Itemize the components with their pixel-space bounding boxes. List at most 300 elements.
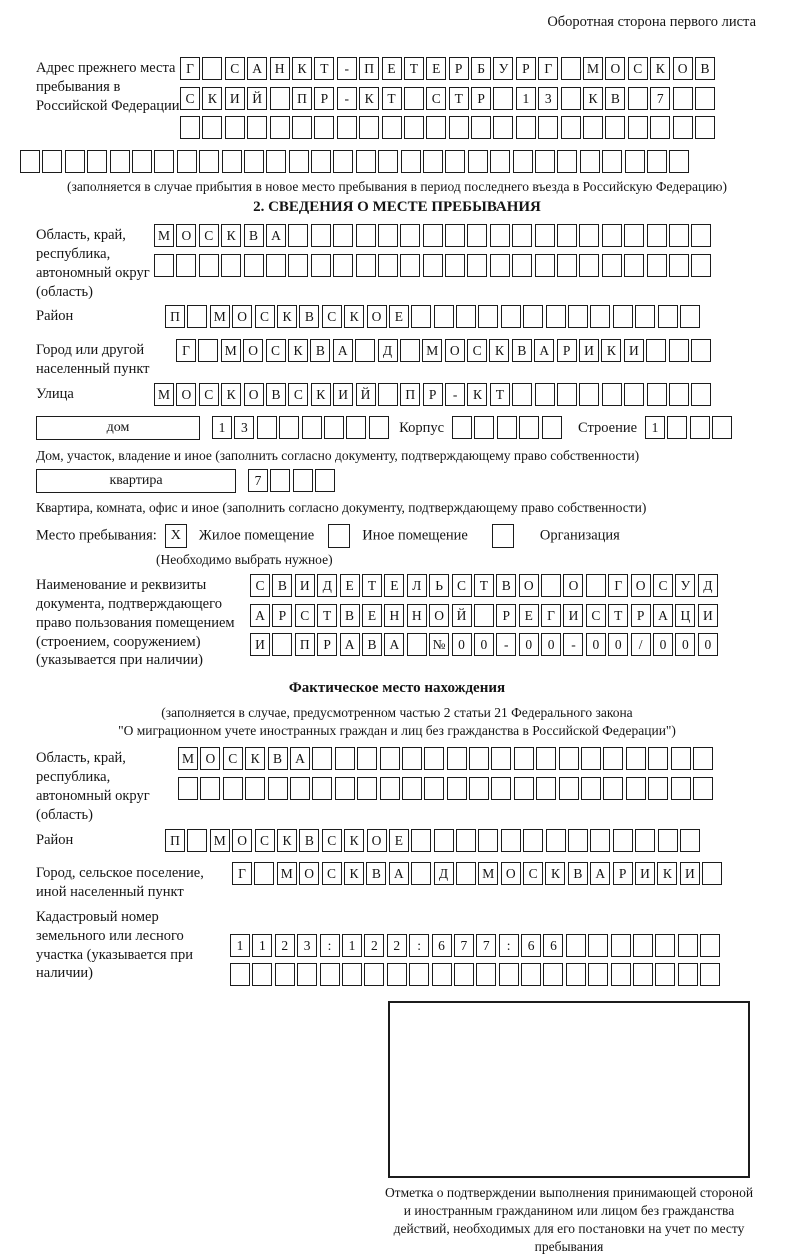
char-cell xyxy=(635,305,655,328)
char-cell xyxy=(678,963,698,986)
char-cell xyxy=(364,963,384,986)
char-cell: Т xyxy=(317,604,337,627)
char-cell: Р xyxy=(423,383,443,406)
char-cell: М xyxy=(154,383,174,406)
char-cell: Р xyxy=(557,339,577,362)
char-cell: И xyxy=(333,383,353,406)
checkbox-organizatsiya xyxy=(492,524,514,548)
char-cell: В xyxy=(362,633,382,656)
char-cell xyxy=(611,963,631,986)
char-cell xyxy=(257,416,277,439)
char-cell xyxy=(602,150,622,173)
char-cell xyxy=(605,116,625,139)
char-cell xyxy=(290,777,310,800)
char-cell xyxy=(311,150,331,173)
char-cell: : xyxy=(320,934,340,957)
char-cell xyxy=(275,963,295,986)
char-cell xyxy=(568,305,588,328)
char-cell xyxy=(626,747,646,770)
char-cell: О xyxy=(244,383,264,406)
char-cell xyxy=(382,116,402,139)
char-cell: А xyxy=(653,604,673,627)
char-cell xyxy=(568,829,588,852)
char-cell xyxy=(288,224,308,247)
char-cell xyxy=(499,963,519,986)
char-cell: П xyxy=(400,383,420,406)
char-cell xyxy=(225,116,245,139)
char-cell xyxy=(65,150,85,173)
char-cell: К xyxy=(344,829,364,852)
char-cell: Н xyxy=(270,57,290,80)
field-label: Улица xyxy=(36,385,74,402)
char-cell xyxy=(561,116,581,139)
char-cell xyxy=(690,416,710,439)
char-cell: С xyxy=(295,604,315,627)
char-cell: П xyxy=(359,57,379,80)
cell-row xyxy=(176,339,713,363)
char-cell: П xyxy=(292,87,312,110)
char-cell xyxy=(178,777,198,800)
char-cell: В xyxy=(366,862,386,885)
char-cell xyxy=(542,416,562,439)
char-cell xyxy=(378,254,398,277)
char-cell: 2 xyxy=(387,934,407,957)
char-cell: В xyxy=(496,574,516,597)
char-cell xyxy=(315,469,335,492)
char-cell xyxy=(423,254,443,277)
char-cell xyxy=(355,339,375,362)
char-cell: 6 xyxy=(543,934,563,957)
char-cell: 7 xyxy=(454,934,474,957)
char-cell xyxy=(467,224,487,247)
field-gorod xyxy=(36,339,758,379)
char-cell: И xyxy=(680,862,700,885)
field-label: Область, край, республика, автономный округ (область) xyxy=(36,750,150,823)
char-cell xyxy=(514,747,534,770)
char-cell xyxy=(523,305,543,328)
char-cell xyxy=(536,747,556,770)
field-oblast-actual xyxy=(36,747,758,824)
char-cell: О xyxy=(243,339,263,362)
char-cell xyxy=(200,777,220,800)
char-cell: Н xyxy=(384,604,404,627)
char-cell xyxy=(691,254,711,277)
char-cell: 6 xyxy=(432,934,452,957)
char-cell xyxy=(543,963,563,986)
char-cell: У xyxy=(675,574,695,597)
field-label: Район xyxy=(36,308,74,325)
char-cell: Т xyxy=(314,57,334,80)
char-cell: 0 xyxy=(653,633,673,656)
char-cell xyxy=(154,254,174,277)
char-cell xyxy=(588,963,608,986)
char-cell xyxy=(335,747,355,770)
char-cell xyxy=(268,777,288,800)
char-cell: К xyxy=(657,862,677,885)
char-cell xyxy=(320,963,340,986)
char-cell: Е xyxy=(389,829,409,852)
cell-row xyxy=(212,416,391,440)
char-cell xyxy=(324,416,344,439)
field-label: Город, сельское поселение, иной населенный пункт xyxy=(36,865,204,900)
char-cell xyxy=(546,305,566,328)
cell-row xyxy=(180,87,717,111)
char-cell xyxy=(292,116,312,139)
char-cell: И xyxy=(225,87,245,110)
char-cell xyxy=(497,416,517,439)
char-cell xyxy=(424,777,444,800)
char-cell xyxy=(176,254,196,277)
char-cell: № xyxy=(429,633,449,656)
char-cell: В xyxy=(268,747,288,770)
char-cell: О xyxy=(501,862,521,885)
char-cell xyxy=(288,254,308,277)
char-cell: 0 xyxy=(474,633,494,656)
char-cell xyxy=(655,963,675,986)
char-cell: Р xyxy=(272,604,292,627)
char-cell: 0 xyxy=(698,633,718,656)
char-cell: К xyxy=(359,87,379,110)
cell-row xyxy=(178,747,715,771)
char-cell: 7 xyxy=(248,469,268,492)
char-cell: Б xyxy=(471,57,491,80)
char-cell xyxy=(647,254,667,277)
char-cell: С xyxy=(225,57,245,80)
char-cell: Д xyxy=(378,339,398,362)
actual-location-title: Фактическое место нахождения xyxy=(288,680,506,697)
char-cell xyxy=(590,305,610,328)
char-cell: В xyxy=(266,383,286,406)
char-cell: В xyxy=(695,57,715,80)
cell-row xyxy=(230,963,723,987)
char-cell xyxy=(404,116,424,139)
char-cell: Г xyxy=(232,862,252,885)
char-cell xyxy=(177,150,197,173)
char-cell: 2 xyxy=(364,934,384,957)
char-cell xyxy=(646,339,666,362)
char-cell xyxy=(538,116,558,139)
char-cell xyxy=(613,829,633,852)
char-cell xyxy=(445,150,465,173)
field-oblast xyxy=(36,224,758,301)
char-cell xyxy=(613,305,633,328)
char-cell xyxy=(603,747,623,770)
char-cell xyxy=(579,254,599,277)
cell-row xyxy=(154,383,714,407)
char-cell xyxy=(586,574,606,597)
char-cell xyxy=(401,150,421,173)
char-cell xyxy=(628,87,648,110)
char-cell xyxy=(199,254,219,277)
char-cell xyxy=(400,339,420,362)
field-ulitsa xyxy=(36,383,758,413)
char-cell xyxy=(603,777,623,800)
char-cell xyxy=(514,777,534,800)
char-cell xyxy=(693,777,713,800)
char-cell xyxy=(579,383,599,406)
char-cell xyxy=(311,254,331,277)
char-cell: Е xyxy=(519,604,539,627)
char-cell xyxy=(476,963,496,986)
char-cell: А xyxy=(247,57,267,80)
char-cell xyxy=(557,224,577,247)
char-cell: О xyxy=(631,574,651,597)
char-cell xyxy=(680,829,700,852)
char-cell: И xyxy=(698,604,718,627)
char-cell xyxy=(266,254,286,277)
char-cell: Е xyxy=(362,604,382,627)
char-cell xyxy=(445,254,465,277)
char-cell: Й xyxy=(452,604,472,627)
checkbox-zhiloe: X xyxy=(165,524,187,548)
char-cell xyxy=(566,934,586,957)
char-cell xyxy=(244,150,264,173)
char-cell xyxy=(469,747,489,770)
char-cell: С xyxy=(255,829,275,852)
char-cell xyxy=(691,339,711,362)
char-cell xyxy=(700,963,720,986)
char-cell: Е xyxy=(389,305,409,328)
char-cell xyxy=(625,150,645,173)
char-cell xyxy=(691,383,711,406)
char-cell: П xyxy=(165,305,185,328)
char-cell: М xyxy=(583,57,603,80)
field-label: Район xyxy=(36,831,74,848)
char-cell xyxy=(423,150,443,173)
char-cell xyxy=(402,747,422,770)
char-cell xyxy=(521,963,541,986)
char-cell xyxy=(456,829,476,852)
char-cell: Д xyxy=(698,574,718,597)
cell-row xyxy=(232,862,725,886)
char-cell xyxy=(648,777,668,800)
char-cell xyxy=(588,934,608,957)
char-cell xyxy=(561,87,581,110)
char-cell: В xyxy=(310,339,330,362)
cell-row-full-width xyxy=(20,150,758,174)
char-cell xyxy=(493,87,513,110)
char-cell: С xyxy=(250,574,270,597)
char-cell: Е xyxy=(340,574,360,597)
char-cell xyxy=(333,224,353,247)
char-cell: 1 xyxy=(230,934,250,957)
char-cell: У xyxy=(493,57,513,80)
char-cell xyxy=(378,383,398,406)
char-cell: - xyxy=(496,633,516,656)
char-cell: Р xyxy=(314,87,334,110)
char-cell: Т xyxy=(449,87,469,110)
field-label: Наименование и реквизиты документа, подтверждающего право пользования помещением (строением, сооружением) (указывается при наличии) xyxy=(36,577,235,669)
char-cell: Г xyxy=(180,57,200,80)
char-cell xyxy=(648,747,668,770)
char-cell xyxy=(337,116,357,139)
char-cell: Г xyxy=(541,604,561,627)
char-cell xyxy=(434,305,454,328)
char-cell xyxy=(693,747,713,770)
char-cell: К xyxy=(467,383,487,406)
char-cell xyxy=(535,254,555,277)
field-label: Кадастровый номер земельного или лесного участка (указывается при наличии) xyxy=(36,908,193,982)
char-cell: В xyxy=(512,339,532,362)
cell-row xyxy=(180,116,717,140)
char-cell xyxy=(87,150,107,173)
char-cell xyxy=(198,339,218,362)
char-cell xyxy=(333,150,353,173)
char-cell: К xyxy=(221,224,241,247)
char-cell: С xyxy=(255,305,275,328)
char-cell: Г xyxy=(608,574,628,597)
char-cell xyxy=(490,224,510,247)
char-cell xyxy=(541,574,561,597)
char-cell: И xyxy=(295,574,315,597)
char-cell xyxy=(456,862,476,885)
char-cell xyxy=(346,416,366,439)
char-cell xyxy=(411,862,431,885)
char-cell: О xyxy=(200,747,220,770)
char-cell xyxy=(678,934,698,957)
char-cell: О xyxy=(232,305,252,328)
dom-caption: Дом, участок, владение и иное (заполнить согласно документу, подтверждающему право собственности) xyxy=(36,447,640,463)
char-cell xyxy=(426,116,446,139)
char-cell: Т xyxy=(474,574,494,597)
char-cell: К xyxy=(545,862,565,885)
char-cell xyxy=(490,150,510,173)
char-cell xyxy=(402,777,422,800)
char-cell: И xyxy=(624,339,644,362)
char-cell: Е xyxy=(384,574,404,597)
char-cell xyxy=(602,224,622,247)
char-cell: А xyxy=(534,339,554,362)
field-label: Город или другой населенный пункт xyxy=(36,341,150,377)
char-cell xyxy=(557,383,577,406)
char-cell: 7 xyxy=(476,934,496,957)
char-cell xyxy=(400,254,420,277)
char-cell: К xyxy=(277,829,297,852)
mesto-label: Место пребывания: xyxy=(36,527,157,544)
char-cell: 7 xyxy=(650,87,670,110)
char-cell xyxy=(180,116,200,139)
char-cell: 0 xyxy=(519,633,539,656)
char-cell: С xyxy=(628,57,648,80)
char-cell xyxy=(474,416,494,439)
cell-row xyxy=(165,305,702,329)
char-cell: А xyxy=(266,224,286,247)
char-cell xyxy=(449,116,469,139)
char-cell xyxy=(380,747,400,770)
char-cell: - xyxy=(563,633,583,656)
char-cell: С xyxy=(199,383,219,406)
char-cell xyxy=(650,116,670,139)
char-cell xyxy=(581,777,601,800)
char-cell xyxy=(535,383,555,406)
char-cell: В xyxy=(299,305,319,328)
field-kadastr xyxy=(36,906,758,993)
dom-box: дом xyxy=(36,416,200,440)
char-cell xyxy=(712,416,732,439)
char-cell xyxy=(20,150,40,173)
char-cell: В xyxy=(605,87,625,110)
char-cell xyxy=(270,87,290,110)
char-cell: И xyxy=(250,633,270,656)
char-cell: С xyxy=(586,604,606,627)
char-cell xyxy=(434,829,454,852)
char-cell xyxy=(42,150,62,173)
char-cell xyxy=(312,777,332,800)
char-cell: С xyxy=(523,862,543,885)
char-cell xyxy=(491,777,511,800)
kvartira-box: квартира xyxy=(36,469,236,493)
char-cell xyxy=(423,224,443,247)
char-cell: И xyxy=(635,862,655,885)
char-cell xyxy=(655,934,675,957)
char-cell xyxy=(359,116,379,139)
char-cell: Е xyxy=(382,57,402,80)
char-cell xyxy=(647,224,667,247)
char-cell: Н xyxy=(407,604,427,627)
char-cell: 3 xyxy=(297,934,317,957)
char-cell: Ц xyxy=(675,604,695,627)
char-cell xyxy=(580,150,600,173)
char-cell: 1 xyxy=(645,416,665,439)
field-title-document xyxy=(36,574,758,670)
char-cell: М xyxy=(478,862,498,885)
char-cell xyxy=(626,777,646,800)
char-cell xyxy=(633,963,653,986)
char-cell: А xyxy=(250,604,270,627)
char-cell: К xyxy=(489,339,509,362)
char-cell: 0 xyxy=(586,633,606,656)
char-cell xyxy=(583,116,603,139)
char-cell xyxy=(289,150,309,173)
char-cell: Г xyxy=(538,57,558,80)
mesto-note: (Необходимо выбрать нужное) xyxy=(156,552,333,568)
char-cell xyxy=(254,862,274,885)
char-cell: 0 xyxy=(541,633,561,656)
char-cell xyxy=(314,116,334,139)
char-cell xyxy=(624,254,644,277)
char-cell: : xyxy=(409,934,429,957)
char-cell xyxy=(335,777,355,800)
char-cell: Т xyxy=(490,383,510,406)
field-gorod-actual xyxy=(36,862,758,902)
char-cell xyxy=(669,224,689,247)
char-cell: 3 xyxy=(538,87,558,110)
char-cell: Р xyxy=(317,633,337,656)
char-cell xyxy=(252,963,272,986)
char-cell xyxy=(561,57,581,80)
char-cell: А xyxy=(333,339,353,362)
char-cell: - xyxy=(337,57,357,80)
char-cell xyxy=(658,829,678,852)
char-cell: В xyxy=(299,829,319,852)
char-cell xyxy=(559,777,579,800)
cell-row xyxy=(165,829,702,853)
char-cell xyxy=(579,224,599,247)
char-cell: П xyxy=(165,829,185,852)
char-cell xyxy=(468,150,488,173)
char-cell: О xyxy=(519,574,539,597)
char-cell xyxy=(680,305,700,328)
korpus-label: Корпус xyxy=(399,420,445,437)
char-cell: К xyxy=(202,87,222,110)
char-cell: О xyxy=(673,57,693,80)
char-cell xyxy=(493,116,513,139)
char-cell: В xyxy=(568,862,588,885)
char-cell: К xyxy=(292,57,312,80)
char-cell: К xyxy=(221,383,241,406)
char-cell xyxy=(523,829,543,852)
field-kvartira xyxy=(36,469,758,499)
